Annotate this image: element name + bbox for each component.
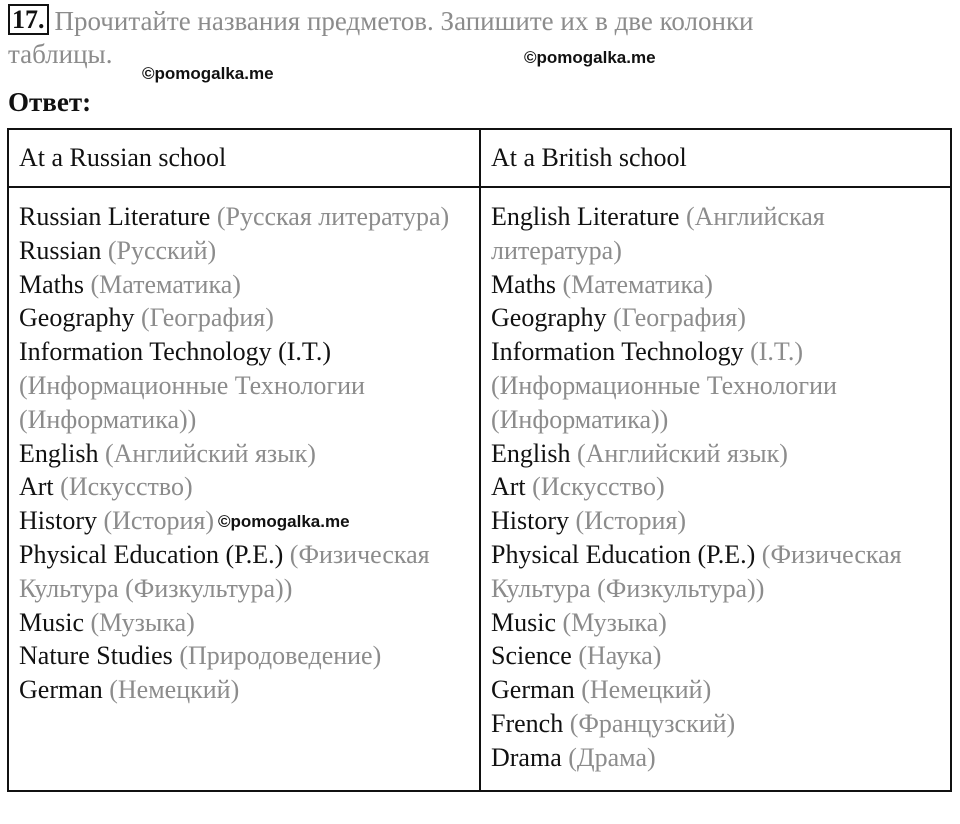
subject-item: [491, 673, 942, 707]
subject-item: [19, 268, 471, 302]
table-body-row: [8, 187, 951, 791]
subject-translation: (Музыка): [562, 607, 667, 637]
subject-item: [19, 470, 471, 504]
subject-item: [491, 538, 942, 606]
subject-translation: (Природоведение): [179, 641, 382, 671]
subject-name: Science: [491, 641, 572, 671]
subject-name: English: [491, 438, 571, 468]
subjects-table: [7, 128, 952, 792]
subject-translation: (Русский): [107, 235, 217, 265]
subject-item: [19, 200, 471, 234]
subject-name: Art: [19, 472, 54, 502]
subject-translation: (География): [141, 303, 274, 333]
subject-item: [19, 673, 471, 707]
subject-item: [19, 335, 471, 436]
subject-item: [19, 538, 471, 606]
subject-translation: (Французский): [569, 708, 736, 738]
subject-item: [491, 301, 942, 335]
subject-name: Physical Education (P.E.): [491, 539, 756, 569]
subject-translation: (Физическая Культура (Физкультура)): [19, 539, 430, 603]
subject-item: [19, 301, 471, 335]
subject-item: [19, 234, 471, 268]
subject-name: English: [19, 438, 99, 468]
subject-item: [19, 606, 471, 640]
table-header-row: [8, 129, 951, 187]
task-text-line1: Прочитайте названия предметов. Запишите их в две колонки: [54, 6, 754, 36]
subject-name: Drama: [491, 742, 562, 772]
subject-item: [491, 335, 942, 436]
subject-translation: (История): [103, 506, 215, 536]
subject-name: Nature Studies: [19, 641, 173, 671]
subject-translation: (Математика): [562, 269, 713, 299]
subject-name: Information Technology: [491, 337, 744, 367]
task-text-line2: таблицы.: [8, 39, 113, 69]
subject-name: German: [19, 675, 103, 705]
subject-item: [491, 606, 942, 640]
subject-translation: (Искусство): [60, 472, 193, 502]
subject-name: History: [19, 506, 97, 536]
subject-name: Music: [491, 607, 556, 637]
subject-item: [19, 437, 471, 471]
watermark: ©pomogalka.me: [218, 512, 350, 531]
subject-name: Russian: [19, 235, 102, 265]
subject-name: Art: [491, 472, 526, 502]
subject-item: [19, 639, 471, 673]
subject-translation: (Русская литература): [216, 202, 450, 231]
russian-school-subjects: [8, 187, 480, 791]
answer-label: Ответ:: [8, 87, 92, 117]
subject-name: Geography: [491, 303, 607, 333]
subject-translation: (Немецкий): [581, 675, 712, 705]
subject-translation: (Драма): [568, 742, 656, 772]
subject-translation: (География): [613, 303, 746, 333]
subject-translation: (Немецкий): [109, 675, 240, 705]
british-school-subjects: [480, 187, 951, 791]
subject-translation: (Физическая Культура (Физкультура)): [491, 539, 902, 603]
subject-item: [491, 504, 942, 538]
header-russian-school: At a Russian school: [8, 129, 480, 187]
subject-name: French: [491, 708, 564, 738]
subject-translation: (Английская литература): [491, 202, 825, 265]
task-instruction: [8, 4, 754, 37]
subject-item: [491, 268, 942, 302]
subject-item: [491, 707, 942, 741]
subject-name: German: [491, 675, 575, 705]
header-british-school: At a British school: [480, 129, 951, 187]
watermark: ©pomogalka.me: [524, 48, 656, 67]
subject-translation: (Искусство): [532, 472, 665, 502]
subject-item: [491, 639, 942, 673]
subject-translation: (Наука): [578, 641, 662, 671]
subject-translation: (Английский язык): [104, 438, 316, 468]
task-number: 17.: [8, 4, 49, 35]
subject-translation: (История): [575, 506, 687, 536]
subject-name: History: [491, 506, 569, 536]
subject-item: [491, 200, 942, 268]
subject-name: Russian Literature: [19, 202, 211, 231]
watermark: ©pomogalka.me: [142, 64, 274, 83]
subject-translation: (I.T.) (Информационные Технологии (Информатика)): [491, 337, 837, 434]
subject-translation: (Информационные Технологии (Информатика)): [19, 370, 365, 434]
subject-translation: (Математика): [90, 269, 241, 299]
subject-item: [491, 437, 942, 471]
subject-item: [491, 741, 942, 775]
subject-name: English Literature: [491, 202, 680, 231]
subject-name: Maths: [19, 269, 84, 299]
subject-item: [491, 470, 942, 504]
subject-name: Geography: [19, 303, 135, 333]
subject-name: Physical Education (P.E.): [19, 539, 284, 569]
subject-translation: (Английский язык): [576, 438, 788, 468]
subject-name: Music: [19, 607, 84, 637]
subject-name: Maths: [491, 269, 556, 299]
subject-name: Information Technology (I.T.): [19, 337, 332, 367]
subject-translation: (Музыка): [90, 607, 195, 637]
